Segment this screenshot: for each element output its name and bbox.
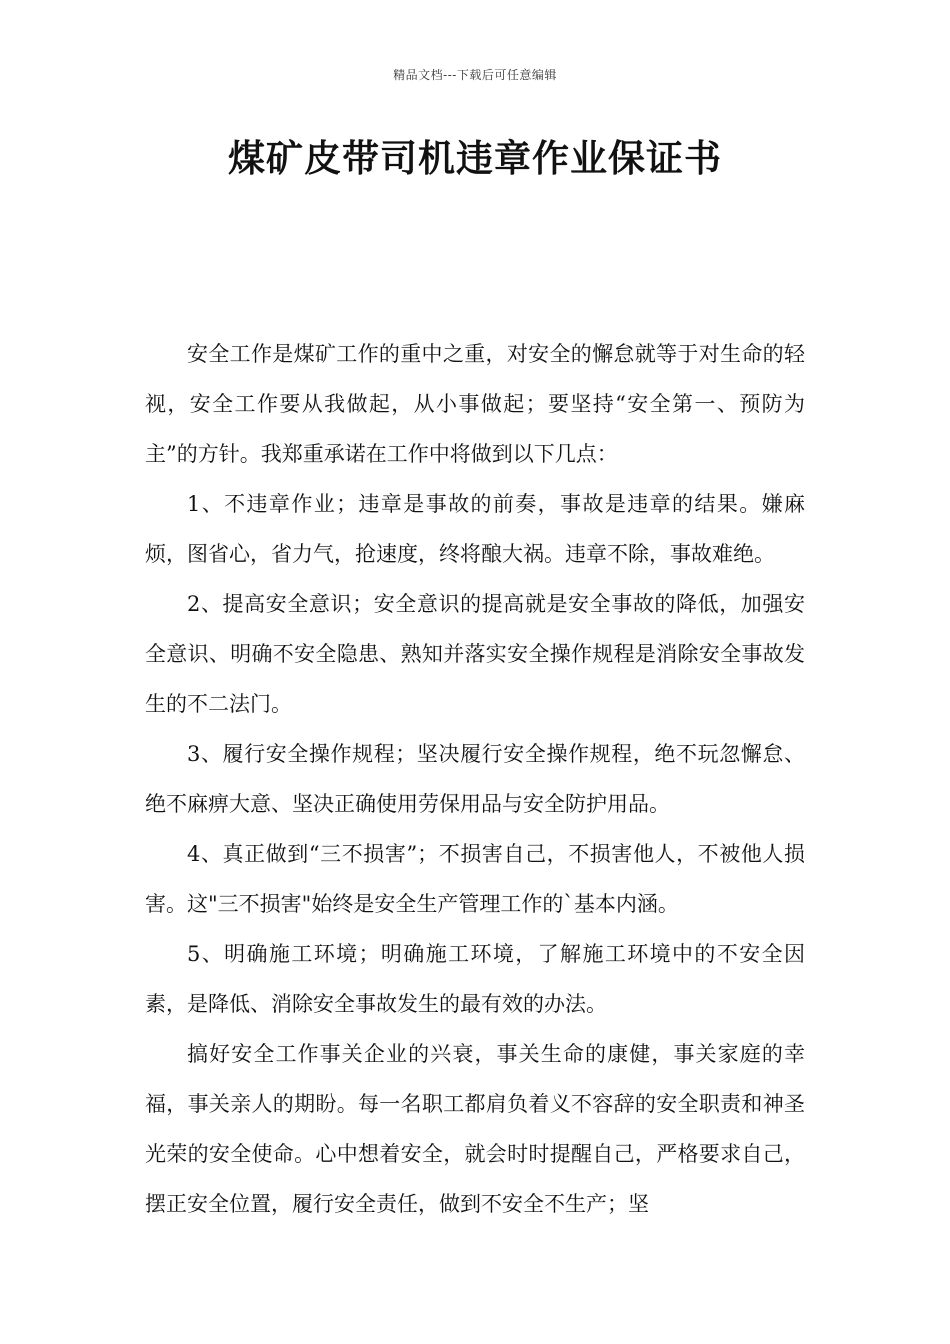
paragraph-intro: 安全工作是煤矿工作的重中之重，对安全的懈怠就等于对生命的轻视，安全工作要从我做起，从小事做起；要坚持“安全第一、预防为主”的方针。我郑重承诺在工作中将做到以下几点： (145, 342, 805, 466)
paragraph-item-2: 2、提高安全意识；安全意识的提高就是安全事故的降低，加强安全意识、明确不安全隐患、熟知并落实安全操作规程是消除安全事故发生的不二法门。 (145, 592, 805, 716)
paragraph-item-4: 4、真正做到“三不损害”；不损害自己，不损害他人，不被他人损害。这"三不损害"始终是安全生产管理工作的`基本内涵。 (145, 842, 805, 916)
paragraph-item-1: 1、不违章作业；违章是事故的前奏，事故是违章的结果。嫌麻烦，图省心，省力气，抢速度，终将酿大祸。违章不除，事故难绝。 (145, 492, 805, 566)
paragraph-item-5: 5、明确施工环境；明确施工环境，了解施工环境中的不安全因素，是降低、消除安全事故发生的最有效的办法。 (145, 942, 805, 1016)
document-title: 煤矿皮带司机违章作业保证书 (228, 137, 722, 180)
document-body (145, 329, 805, 1229)
header-note: 精品文档---下载后可任意编辑 (393, 68, 557, 82)
paragraph-closing: 搞好安全工作事关企业的兴衰，事关生命的康健，事关家庭的幸福，事关亲人的期盼。每一名职工都肩负着义不容辞的安全职责和神圣光荣的安全使命。心中想着安全，就会时时提醒自己，严格要求自己，摆正安全位置，履行安全责任，做到不安全不生产；坚 (145, 1042, 805, 1216)
paragraph-item-3: 3、履行安全操作规程；坚决履行安全操作规程，绝不玩忽懈怠、绝不麻痹大意、坚决正确使用劳保用品与安全防护用品。 (145, 742, 805, 816)
